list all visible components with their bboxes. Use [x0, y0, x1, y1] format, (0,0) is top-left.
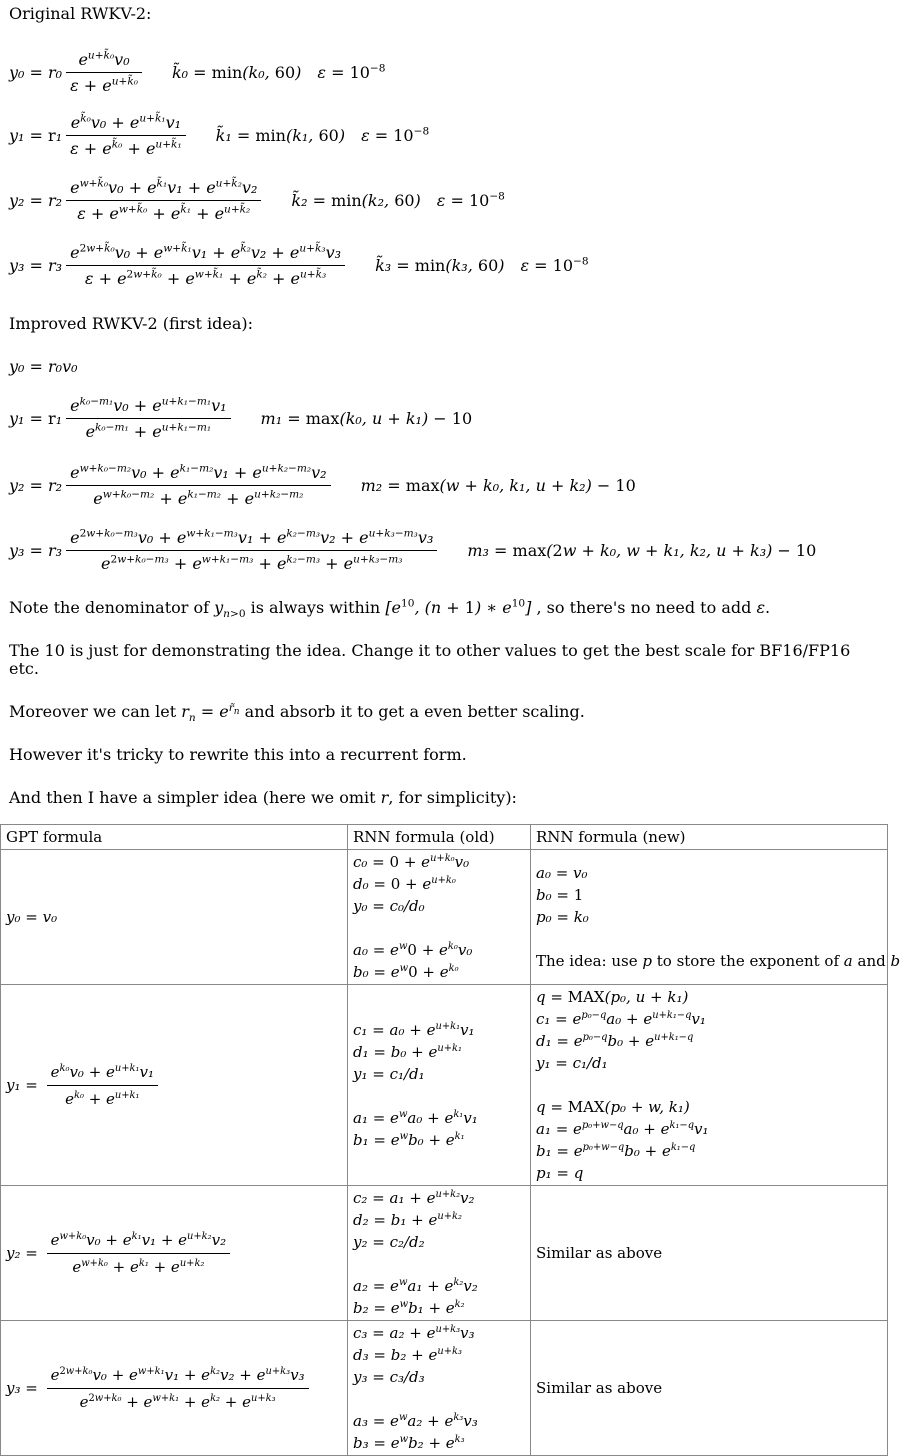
fraction-denominator: $\varepsilon + e^{u+k̃_0}$: [70, 75, 138, 95]
fraction-numerator: $e^{w+k_0-m_2}v_0 + e^{k_1-m_2}v_1 + e^{u+k_2-m_2}v_2$: [66, 462, 331, 486]
formula-line: $a_1 = e^wa_0 + e^{k_1}v_1$: [353, 1109, 478, 1127]
fraction-denominator: $e^{k_0} + e^{u+k_1}$: [65, 1089, 140, 1108]
equation-lhs: y₂ = r₂: [9, 476, 63, 495]
column-header-gpt-formula: GPT formula: [1, 825, 348, 850]
formula-line: $c_0 = 0 + e^{u+k_0}v_0$: [353, 853, 470, 871]
table-header-row: [1, 825, 888, 850]
equation-lhs: y₁ = r₁: [9, 126, 63, 145]
equation-improved-y2: [9, 462, 882, 509]
column-header-rnn-formula-old: RNN formula (old): [348, 825, 531, 850]
gpt-formula-y2: [6, 1229, 342, 1278]
equation-improved-y1: [9, 395, 882, 442]
equation-lhs: y₀ = r₀: [9, 63, 63, 82]
equation-orig-y1: [9, 112, 882, 159]
cell-new-y2: [531, 1186, 888, 1321]
formula-line: Similar as above: [536, 1244, 663, 1262]
fraction: [66, 112, 186, 159]
fraction: [47, 1229, 231, 1278]
formula-line-spacer: [536, 1074, 882, 1096]
formula-line: $d_2 = b_1 + e^{u+k_2}$: [353, 1211, 462, 1229]
formula-line: $a_3 = e^wa_2 + e^{k_3}v_3$: [353, 1412, 478, 1430]
equation-lhs: y₂ =: [6, 1244, 43, 1262]
fraction: [66, 527, 437, 574]
heading-original-rwkv2: Original RWKV-2:: [9, 4, 152, 23]
formula-line: y₀ = c₀/d₀: [353, 897, 425, 915]
formula-line: $b_0 = e^w0 + e^{k_0}$: [353, 963, 459, 981]
cell-gpt-y1: [1, 985, 348, 1186]
gpt-formula-y3: [6, 1364, 342, 1413]
cell-gpt-y0: [1, 850, 348, 985]
equation-lhs: y₂ = r₂: [9, 191, 63, 210]
formula-line: $b_1 = e^wb_0 + e^{k_1}$: [353, 1131, 465, 1149]
fraction-numerator: $e^{2w+k_0-m_3}v_0 + e^{w+k_1-m_3}v_1 + e^{k_2-m_3}v_2 + e^{u+k_3-m_3}v_3$: [66, 527, 437, 551]
formula-line-spacer: [353, 917, 525, 939]
paragraph-simpler-idea: And then I have a simpler idea (here we omit r, for simplicity):: [9, 788, 517, 807]
formula-line: $b_3 = e^wb_2 + e^{k_3}$: [353, 1434, 465, 1452]
formula-line: $c_1 = e^{p_0-q}a_0 + e^{u+k_1-q}v_1$: [536, 1010, 706, 1028]
equation-condition: m₃ = max(2w + k₀, w + k₁, k₂, u + k₃) − 10: [467, 541, 817, 560]
equation-lhs: y₃ = r₃: [9, 541, 63, 560]
formula-line-spacer: [353, 1085, 525, 1107]
paragraph-absorb-note: Moreover we can let $r_n = e^{r̃_n}$ and absorb it to get a even better scaling.: [9, 701, 585, 725]
formula-line: $d_3 = b_2 + e^{u+k_3}$: [353, 1346, 462, 1364]
cell-gpt-y3: [1, 1321, 348, 1456]
formula-line: p₁ = q: [536, 1164, 584, 1182]
cell-old-y2: [348, 1186, 531, 1321]
formula-line: $b_2 = e^wb_1 + e^{k_2}$: [353, 1299, 465, 1317]
formula-line: y₁ = c₁/d₁: [536, 1054, 608, 1072]
fraction-denominator: $e^{2w+k_0} + e^{w+k_1} + e^{k_2} + e^{u+k_3}$: [79, 1392, 276, 1411]
formula-line: $d_1 = b_0 + e^{u+k_1}$: [353, 1043, 462, 1061]
equation-lhs: y₁ = r₁: [9, 409, 63, 428]
fraction-denominator: $\varepsilon + e^{w+k̃_0} + e^{k̃_1} + e^{u+k̃_2}$: [77, 203, 251, 223]
formula-line: y₃ = c₃/d₃: [353, 1368, 425, 1386]
fraction: [66, 177, 261, 224]
equation-improved-y3: [9, 527, 882, 574]
formula-line: $c_2 = a_1 + e^{u+k_2}v_2$: [353, 1189, 475, 1207]
formula-line: $d_0 = 0 + e^{u+k_0}$: [353, 875, 456, 893]
equation-condition: k̃₀ = min(k₀, 60) $\varepsilon = 10^{-8}$: [171, 62, 386, 82]
column-header-rnn-formula-new: RNN formula (new): [531, 825, 888, 850]
equation-condition: k̃₁ = min(k₁, 60) $\varepsilon = 10^{-8}$: [215, 125, 430, 145]
fraction-denominator: $e^{2w+k_0-m_3} + e^{w+k_1-m_3} + e^{k_2-m_3} + e^{u+k_3-m_3}$: [101, 553, 403, 573]
fraction-denominator: $\varepsilon + e^{2w+k̃_0} + e^{w+k̃_1} + e^{k̃_2} + e^{u+k̃_3}$: [84, 268, 327, 288]
fraction-denominator: $e^{w+k_0-m_2} + e^{k_1-m_2} + e^{u+k_2-m_2}$: [93, 488, 304, 508]
formula-line: $a_0 = e^w0 + e^{k_0}v_0$: [353, 941, 473, 959]
formula-line: Similar as above: [536, 1379, 663, 1397]
equation-orig-y2: [9, 177, 882, 224]
formula-line: y₁ = c₁/d₁: [353, 1065, 425, 1083]
table-row-y2: [1, 1186, 888, 1321]
paragraph-tricky-note: However it's tricky to rewrite this into a recurrent form.: [9, 745, 467, 764]
formula-line-spacer: [353, 1253, 525, 1275]
equation-lhs: y₃ = r₃: [9, 256, 63, 275]
equation-condition: k̃₃ = min(k₃, 60) $\varepsilon = 10^{-8}$: [375, 255, 589, 275]
cell-new-y1: [531, 985, 888, 1186]
fraction: [66, 242, 345, 289]
formula-line: b₀ = 1: [536, 886, 584, 904]
fraction-numerator: $e^{k_0}v_0 + e^{u+k_1}v_1$: [47, 1061, 158, 1086]
table-row-y0: [1, 850, 888, 985]
equation-orig-y0: [9, 49, 882, 96]
formula-line: $a_2 = e^wa_1 + e^{k_2}v_2$: [353, 1277, 478, 1295]
fraction-numerator: $e^{2w+k_0}v_0 + e^{w+k_1}v_1 + e^{k_2}v_2 + e^{u+k_3}v_3$: [47, 1364, 309, 1389]
cell-old-y0: [348, 850, 531, 985]
fraction-numerator: $e^{k̃_0}v_0 + e^{u+k̃_1}v_1$: [66, 112, 186, 136]
formula-line: $c_3 = a_2 + e^{u+k_3}v_3$: [353, 1324, 475, 1342]
formula-line: $d_1 = e^{p_0-q}b_0 + e^{u+k_1-q}$: [536, 1032, 694, 1050]
formula-line: $b_1 = e^{p_0+w-q}b_0 + e^{k_1-q}$: [536, 1142, 696, 1160]
formula-line: q = MAX(p₀, u + k₁): [536, 988, 689, 1006]
fraction: [47, 1061, 158, 1110]
equation-condition: m₁ = max(k₀, u + k₁) − 10: [260, 409, 473, 428]
fraction-numerator: $e^{w+k̃_0}v_0 + e^{k̃_1}v_1 + e^{u+k̃_2}v_2$: [66, 177, 261, 201]
equation-improved-y0: y₀ = r₀v₀: [9, 357, 78, 376]
equation-condition: k̃₂ = min(k₂, 60) $\varepsilon = 10^{-8}$: [291, 190, 505, 210]
formula-line: q = MAX(p₀ + w, k₁): [536, 1098, 690, 1116]
fraction-numerator: $e^{2w+k̃_0}v_0 + e^{w+k̃_1}v_1 + e^{k̃_2}v_2 + e^{u+k̃_3}v_3$: [66, 242, 345, 266]
formula-table: [0, 824, 900, 1456]
cell-old-y3: [348, 1321, 531, 1456]
fraction-denominator: $e^{w+k_0} + e^{k_1} + e^{u+k_2}$: [72, 1257, 205, 1276]
formula-line: $a_1 = e^{p_0+w-q}a_0 + e^{k_1-q}v_1$: [536, 1120, 709, 1138]
equation-lhs: y₃ =: [6, 1379, 43, 1397]
formula-line: p₀ = k₀: [536, 908, 589, 926]
table-row-y3: [1, 1321, 888, 1456]
gpt-formula-y1: [6, 1061, 342, 1110]
formula-line: a₀ = v₀: [536, 864, 588, 882]
fraction-denominator: $e^{k_0-m_1} + e^{u+k_1-m_1}$: [85, 421, 212, 441]
formula-line: y₂ = c₂/d₂: [353, 1233, 425, 1251]
fraction: [66, 49, 142, 96]
paragraph-denominator-note: Note the denominator of $y_{n>0}$ is always within [$e^{10}$, (n + 1) ∗ $e^{10}$] , so there's no need to add ε.: [9, 597, 771, 621]
formula-line: The idea: use p to store the exponent of a and b: [536, 952, 900, 970]
heading-improved-rwkv2: Improved RWKV-2 (first idea):: [9, 314, 253, 333]
formula-line-spacer: [536, 928, 882, 950]
table-row-y1: [1, 985, 888, 1186]
gpt-formula-y0: y₀ = v₀: [6, 908, 58, 926]
fraction-numerator: $e^{w+k_0}v_0 + e^{k_1}v_1 + e^{u+k_2}v_2$: [47, 1229, 231, 1254]
fraction-numerator: $e^{u+k̃_0}v_0$: [66, 49, 142, 73]
cell-new-y0: [531, 850, 900, 985]
equation-condition: m₂ = max(w + k₀, k₁, u + k₂) − 10: [360, 476, 636, 495]
fraction-numerator: $e^{k_0-m_1}v_0 + e^{u+k_1-m_1}v_1$: [66, 395, 230, 419]
equation-lhs: y₁ =: [6, 1076, 43, 1094]
cell-new-y3: [531, 1321, 888, 1456]
fraction: [47, 1364, 309, 1413]
paragraph-scale-note: The 10 is just for demonstrating the idea. Change it to other values to get the best scale for BF16/FP16 etc.: [9, 641, 856, 678]
fraction-denominator: $\varepsilon + e^{k̃_0} + e^{u+k̃_1}$: [70, 138, 182, 158]
formula-line-spacer: [353, 1388, 525, 1410]
formula-line: $c_1 = a_0 + e^{u+k_1}v_1$: [353, 1021, 475, 1039]
equation-orig-y3: [9, 242, 882, 289]
fraction: [66, 395, 230, 442]
cell-old-y1: [348, 985, 531, 1186]
cell-gpt-y2: [1, 1186, 348, 1321]
fraction: [66, 462, 331, 509]
